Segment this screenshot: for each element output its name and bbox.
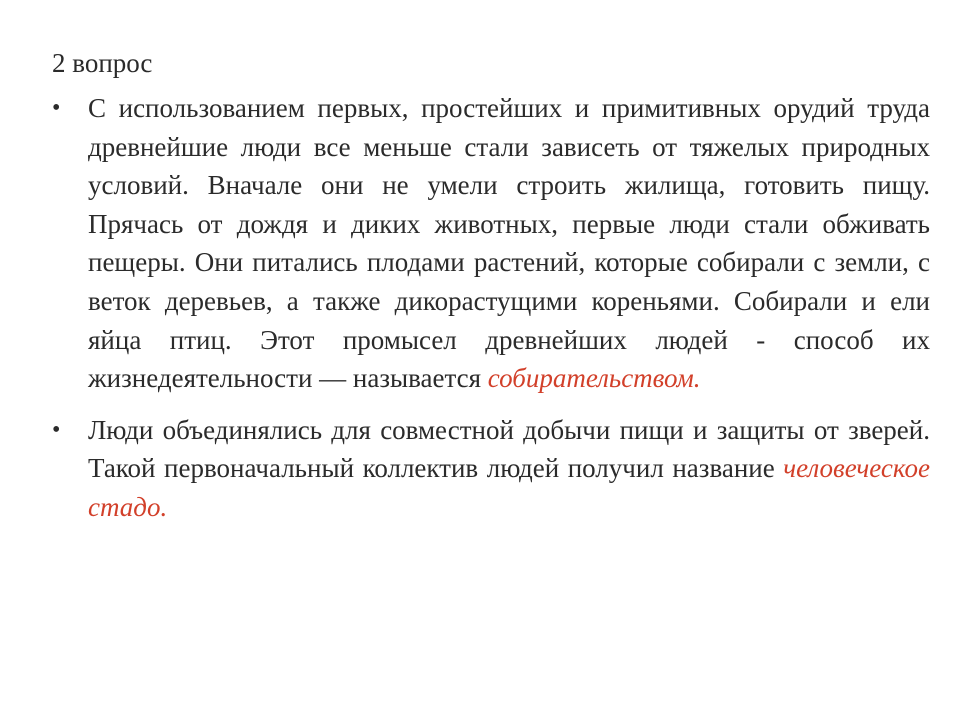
highlight-term: человеческое стадо. (88, 453, 930, 522)
bullet-text: С использованием первых, простейших и примитивных орудий труда древнейшие люди все меньше стали зависеть от тяжелых природных условий. Вначале они не умели строить жилища, готовить пищу. Прячась от дождя и диких животных, первые люди стали обживать пещеры. Они питались плодами растений, которые собирали с земли, с веток деревьев, а также дикорастущими кореньями. Собирали и ели яйца птиц. Этот промысел древнейших людей - способ их жизнедеятельности — называется (88, 93, 930, 394)
bullet-list (52, 89, 930, 527)
bullet-text: Люди объединялись для совместной добычи пищи и защиты от зверей. Такой первоначальный коллектив людей получил название (88, 414, 930, 484)
bullet-item-gathering (52, 89, 930, 398)
highlight-term: собирательством. (487, 363, 701, 394)
bullet-icon: • (52, 416, 61, 443)
slide-title: 2 вопрос (52, 48, 153, 78)
bullet-icon: • (52, 95, 61, 121)
bullet-item-human-herd (52, 411, 930, 527)
